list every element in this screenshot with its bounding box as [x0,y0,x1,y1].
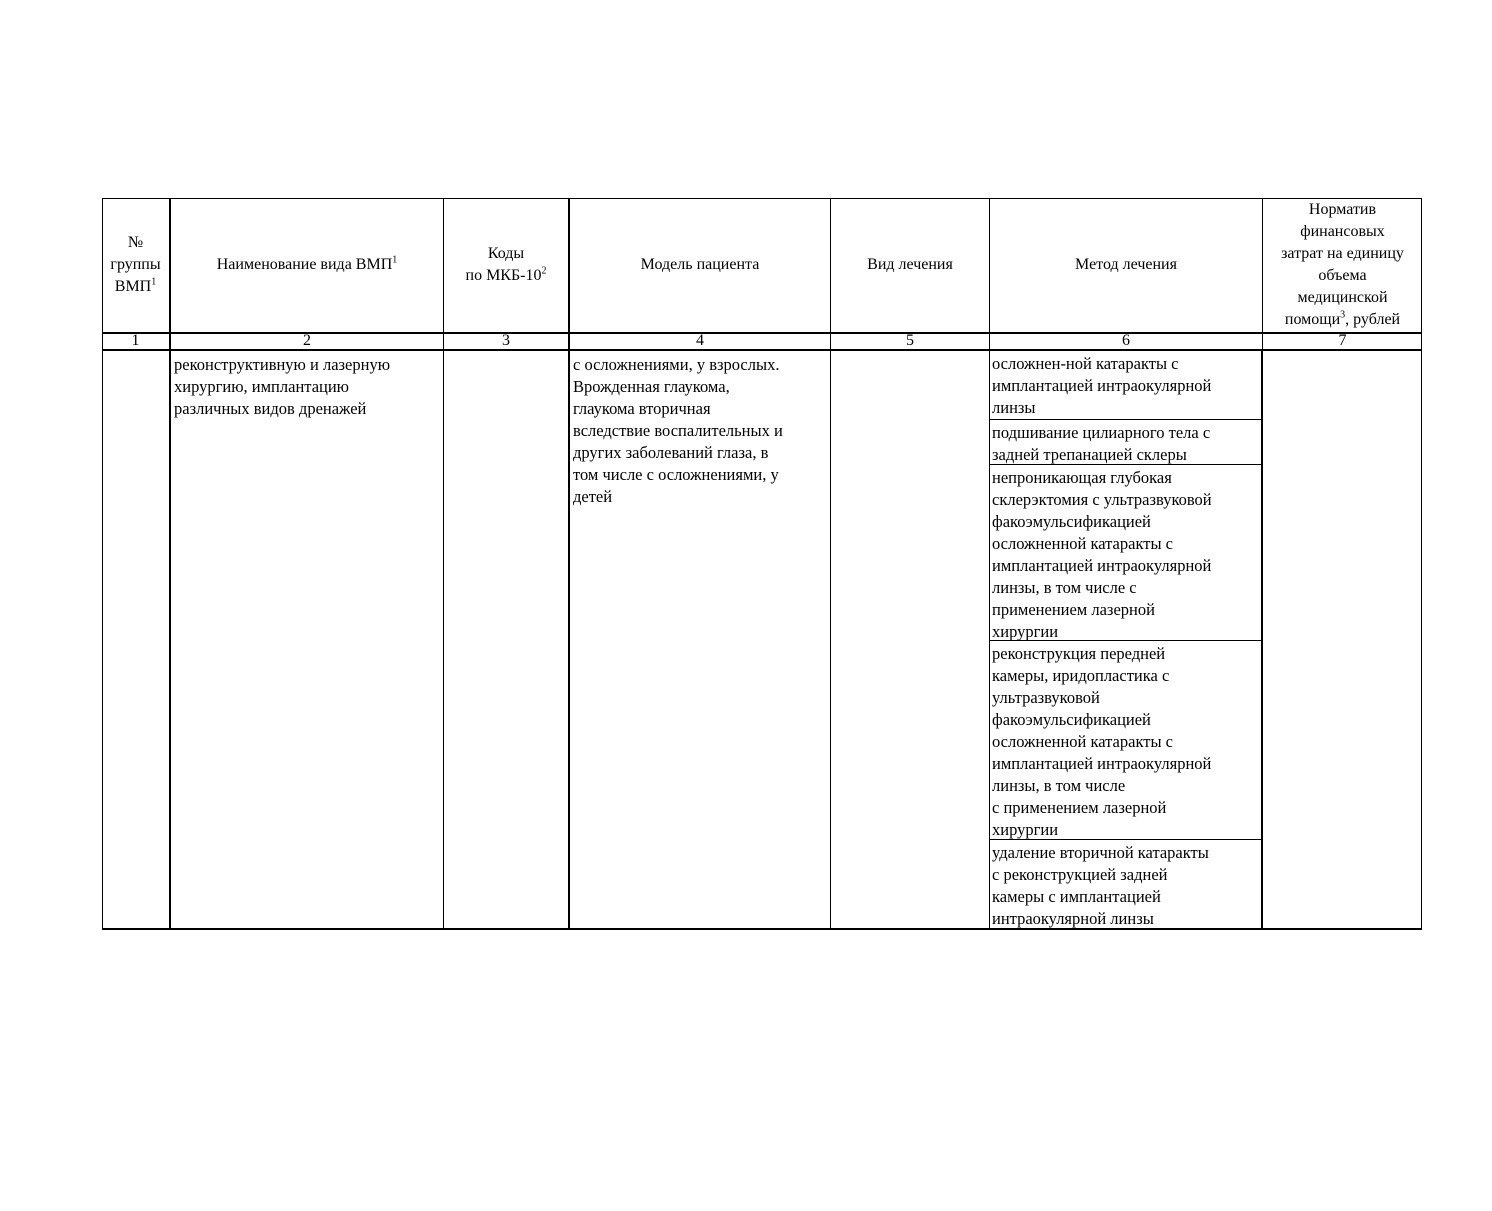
column-number: 4 [696,333,704,349]
column-number: 5 [906,333,914,349]
method-item: реконструкция передней камеры, иридопластика с ультразвуковой факоэмульсификацией осложненной катаракты с имплантацией интраокулярной линзы, в том числе с применением лазерной хирургии [989,640,1262,840]
column-number: 2 [303,333,311,349]
header-treatment-type: Вид лечения [867,256,953,273]
method-item: осложнен-ной катаракты с имплантацией интраокулярной линзы [989,351,1262,420]
header-vmp-name: Наименование вида ВМП$^1$ [216,254,398,273]
method-item: непроникающая глубокая склерэктомия с ультразвуковой факоэмульсификацией осложненной катаракты с имплантацией интраокулярной линзы, в том числе с применением лазерной хирургии [989,464,1262,641]
header-group-number: № группы ВМП$^1$ [110,234,161,295]
column-number: 7 [1338,333,1347,349]
header-patient-model: Модель пациента [640,256,760,273]
column-number: 6 [1122,333,1130,349]
method-item: удаление вторичной катаракты с реконструкцией задней камеры с имплантацией интраокулярной линзы [989,839,1262,928]
patient-model-cell: с осложнениями, у взрослых. Врожденная глаукома, глаукома вторичная вследствие воспалительных и других заболеваний глаза, в том числе с осложнениями, у детей [573,355,783,506]
vmp-name-cell: реконструктивную и лазерную хирургию, имплантацию различных видов дренажей [174,355,391,418]
column-number: 3 [502,333,510,349]
header-icd-codes: Коды по МКБ-$10^2$ [465,245,547,284]
vmp-table [102,198,1422,930]
header-treatment-method: Метод лечения [1075,256,1177,273]
header-cost-standard: Норматив финансовых затрат на единицу объема медицинской помощи$^3$, рублей [1281,201,1404,328]
column-number: 1 [131,333,140,349]
method-item: подшивание цилиарного тела с задней трепанацией склеры [989,419,1262,465]
